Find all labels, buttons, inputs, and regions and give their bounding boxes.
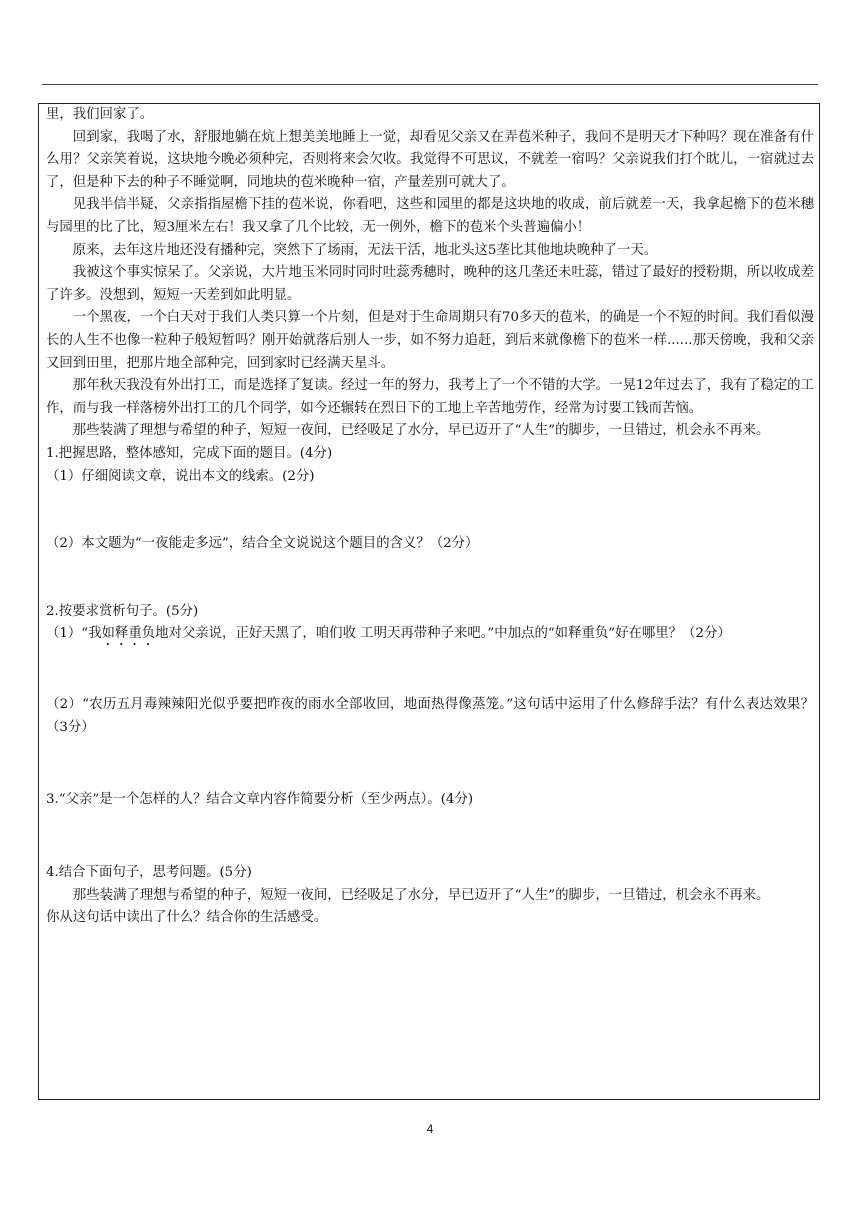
answer-space [46, 812, 814, 862]
passage-paragraph-7: 那些装满了理想与希望的种子，短短一夜间，已经吸足了水分，早已迈开了“人生”的脚步，一旦错过，机会永不再来。 [72, 423, 770, 439]
passage-paragraph-1: 回到家，我喝了水，舒服地躺在炕上想美美地睡上一觉，却看见父亲又在弄苞米种子，我问不是明天才下种吗？现在准备有什么用？父亲笑着说，这块地今晚必须种完，否则将来会欠收。我觉得不可思议，不就差一宿吗？父亲说我们打个眈儿，一宿就过去了，但是种下去的种子不睡觉啊，同地块的苞米晚种一宿，产量差别可就大了。 [46, 129, 814, 190]
question-2-sub-2: （2）“农历五月毒辣辣阳光似乎要把昨夜的雨水全部收回，地面热得像蒸笼。”这句话中运用了什么修辞手法？有什么表达效果？（3分） [46, 697, 814, 735]
emphasized-phrase: 如释重负 [101, 626, 156, 642]
question-4-prompt: 你从这句话中读出了什么？结合你的生活感受。 [46, 910, 328, 926]
question-4-quote: 那些装满了理想与希望的种子，短短一夜间，已经吸足了水分，早已迈开了“人生”的脚步，一旦错过，机会永不再来。 [72, 887, 770, 903]
passage-paragraph-5: 一个黑夜，一个白天对于我们人类只算一个片刻，但是对于生命周期只有70多天的苞米，的确是一个不短的时间。我们看似漫长的人生不也像一粒种子般短暂吗？刚开始就落后别人一步，如不努力追赶，到后来就像檐下的苞米一样......那天傍晚，我和父亲又回到田里，把那片地全部种完，回到家时已经满天星斗。 [46, 310, 814, 371]
question-1-sub-2: （2）本文题为“一夜能走多远”，结合全文说说这个题目的含义？（2分） [46, 536, 479, 552]
question-2-title: 2.按要求赏析句子。(5分) [46, 603, 199, 619]
question-2-sub-1 [46, 623, 814, 649]
question-4-title: 4.结合下面句子，思考问题。(5分) [46, 865, 252, 881]
question-1-sub-1: （1）仔细阅读文章，说出本文的线索。(2分) [46, 468, 315, 484]
passage-paragraph-3: 原来，去年这片地还没有播种完，突然下了场雨，无法干活，地北头这5垄比其他地块晚种了一天。 [72, 242, 658, 258]
document-body [46, 104, 814, 930]
passage-paragraph-2: 见我半信半疑，父亲指指屋檐下挂的苞米说，你看吧，这些和园里的都是这块地的收成，前后就差一天，我拿起檐下的苞米穗与园里的比了比，短3厘米左右！我又拿了几个比较，无一例外，檐下的苞米个头普遍偏小！ [46, 197, 814, 235]
passage-paragraph-6: 那年秋天我没有外出打工，而是选择了复读。经过一年的努力，我考上了一个不错的大学。一晃12年过去了，我有了稳定的工作，而与我一样落榜外出打工的几个同学，如今还辗转在烈日下的工地上辛苦地劳作，经常为讨要工钱而苦恼。 [46, 378, 814, 416]
page-number: 4 [426, 1122, 434, 1136]
passage-paragraph-4: 我被这个事实惊呆了。父亲说，大片地玉米同时同时吐蕊秀穗时，晚种的这几垄还未吐蕊，错过了最好的授粉期，所以收成差了许多。没想到，短短一天差到如此明显。 [46, 265, 814, 303]
answer-space [46, 488, 814, 533]
question-1-title: 1.把握思路，整体感知，完成下面的题目。(4分) [46, 445, 333, 461]
question-3-title: 3.“父亲”是一个怎样的人？结合文章内容作简要分析（至少两点）。(4分) [46, 792, 474, 808]
question-2-sub-1-suffix: 地对父亲说，正好天黑了，咱们收 工明天再带种子来吧。”中加点的“如释重负”好在哪里？（2分） [155, 626, 731, 642]
header-rule [42, 84, 818, 85]
answer-space [46, 556, 814, 601]
answer-space [46, 739, 814, 789]
question-2-sub-1-prefix: （1）“我 [46, 626, 102, 642]
passage-paragraph-0: 里，我们回家了。 [46, 107, 154, 122]
answer-space [46, 649, 814, 694]
